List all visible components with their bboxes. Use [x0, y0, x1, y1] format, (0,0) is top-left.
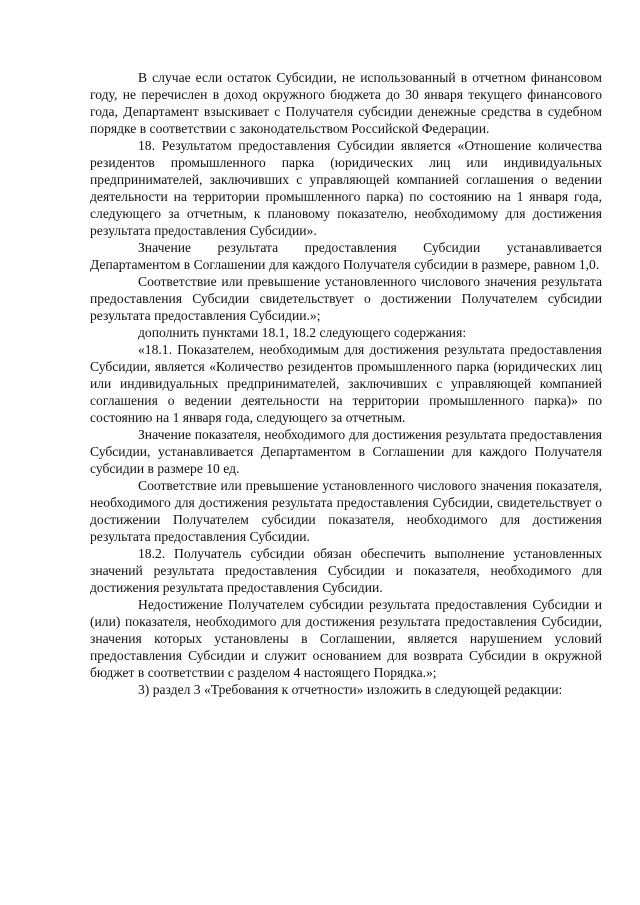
paragraph-result-achievement: Соответствие или превышение установленного числового значения результата предоставления Субсидии свидетельствует о достижении Получателем субсидии результата предоставления Субсидии.»; — [90, 274, 602, 323]
paragraph-indicator-achievement: Соответствие или превышение установленного числового значения показателя, необходимого для достижения результата предоставления Субсидии, свидетельствует о достижении Получателем субсидии показателя, необходимого для достижения результата предоставления Субсидии. — [90, 478, 602, 544]
paragraph-18-1-indicator: «18.1. Показателем, необходимым для достижения результата предоставления Субсидии, является «Количество резидентов промышленного парка (юридических лиц или индивидуальных предпринимателей, заключивших с управляющей компанией соглашения о ведении деятельности на территории промышленного парка)» по состоянию на 1 января года, следующего за отчетным. — [90, 342, 602, 425]
paragraph-18-2-obligation: 18.2. Получатель субсидии обязан обеспечить выполнение установленных значений результата предоставления Субсидии и показателя, необходимого для достижения результата предоставления Субсидии. — [90, 546, 602, 595]
paragraph-amend-points: дополнить пунктами 18.1, 18.2 следующего содержания: — [138, 325, 467, 340]
paragraph-result-value: Значение результата предоставления Субсидии устанавливается Департаментом в Соглашении для каждого Получателя субсидии в размере, равном 1,0. — [90, 240, 602, 272]
paragraph-subsidy-refund: В случае если остаток Субсидии, не использованный в отчетном финансовом году, не перечислен в доход окружного бюджета до 30 января текущего финансового года, Департамент взыскивает с Получателя субсидии денежные средства в судебном порядке в соответствии с законодательством Российской Федерации. — [90, 70, 602, 136]
paragraph-section-3-reporting: 3) раздел 3 «Требования к отчетности» изложить в следующей редакции: — [138, 682, 563, 697]
paragraph-non-achievement: Недостижение Получателем субсидии результата предоставления Субсидии и (или) показателя, необходимого для достижения результата предоставления Субсидии, значения которых установлены в Соглашении, является нарушением условий предоставления Субсидии и служит основанием для возврата Субсидии в окружной бюджет в соответствии с разделом 4 настоящего Порядка.»; — [90, 597, 602, 680]
paragraph-18-result: 18. Результатом предоставления Субсидии является «Отношение количества резидентов промышленного парка (юридических лиц или индивидуальных предпринимателей, заключивших с управляющей компанией соглашения о ведении деятельности на территории промышленного парка) по состоянию на 1 января года, следующего за отчетным, к плановому показателю, необходимому для достижения результата предоставления Субсидии». — [90, 138, 602, 238]
paragraph-indicator-value: Значение показателя, необходимого для достижения результата предоставления Субсидии, устанавливается Департаментом в Соглашении для каждого Получателя субсидии в размере 10 ед. — [90, 427, 602, 476]
document-page — [90, 69, 602, 698]
